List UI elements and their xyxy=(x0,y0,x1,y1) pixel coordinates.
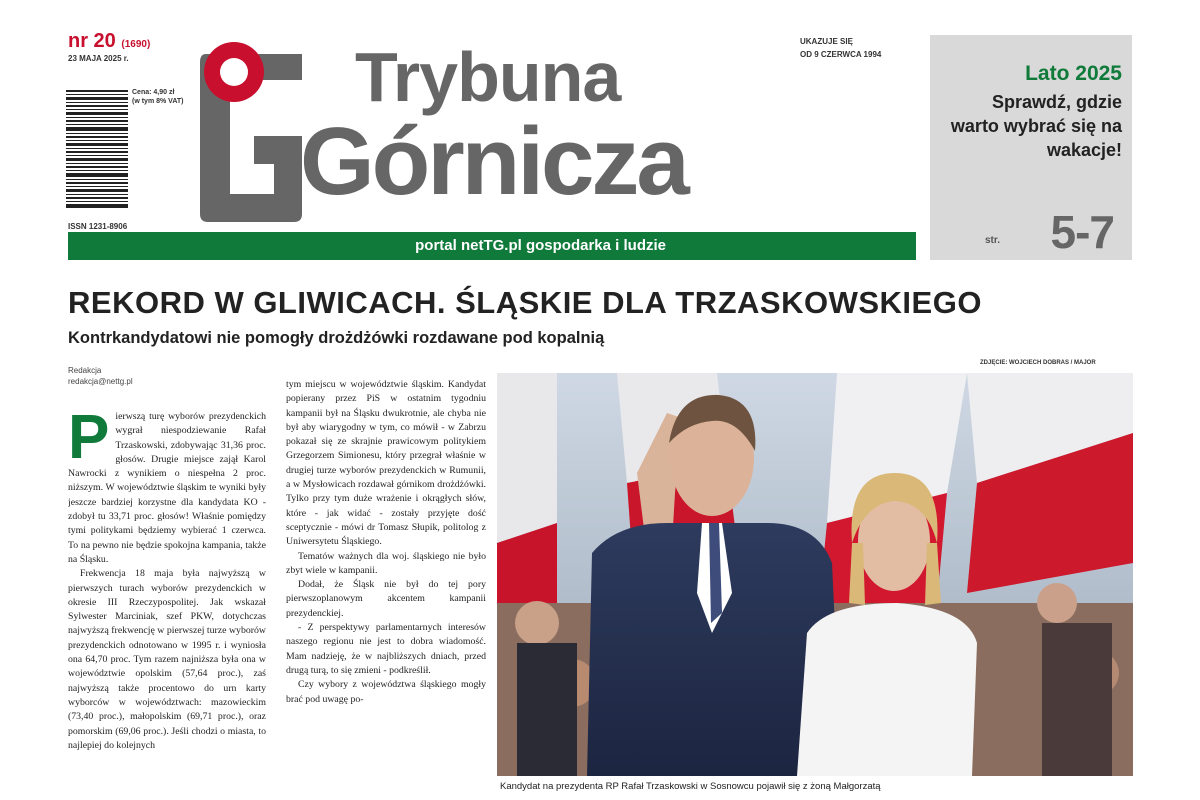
promo-pages: 5-7 xyxy=(1050,206,1114,258)
promo-page-label: str. xyxy=(985,235,1001,246)
paragraph: Czy wybory z województwa śląskiego mogły brać pod uwagę po- xyxy=(286,679,486,705)
since-info: UKAZUJE SIĘ OD 9 CZERWCA 1994 xyxy=(800,37,882,59)
author-byline xyxy=(68,365,133,387)
paragraph: - Z perspektywy parlamentarnych interesów naszego regionu nie jest to dobra wiadomość. Mam nadzieję, że w najbliższych dniach, przed drugą turą, to się zmieni - podkreślił. xyxy=(286,622,486,676)
paragraph: Dodał, że Śląsk nie był do tej pory pierwszoplanowym akcentem kampanii prezydenckiej. xyxy=(286,579,486,619)
issn: ISSN 1231-8906 xyxy=(68,222,128,231)
author-email[interactable]: redakcja@nettg.pl xyxy=(68,377,133,386)
photo-caption: Kandydat na prezydenta RP Rafał Trzaskowski w Sosnowcu pojawił się z żoną Małgorzatą xyxy=(500,781,881,792)
tagline-bar xyxy=(68,232,916,260)
promo-text: Sprawdź, gdzie warto wybrać się na wakacje! xyxy=(950,92,1122,160)
article-photo xyxy=(497,373,1133,776)
logo-word-trybuna: Trybuna xyxy=(355,38,621,116)
article-column-2 xyxy=(286,378,486,800)
article-column-1 xyxy=(68,410,266,800)
paragraph: tym miejscu w województwie śląskim. Kandydat popierany przez PiS w ostatnim tygodniu kampanii był na Śląsku dwukrotnie, ale chyba nie był aby wiarygodny w tym, co mówił - w Zabrzu pokazał się ze skrajnie prawicowym politykiem Grzegorzem Simionesu, który przegrał właśnie w drugiej turze wyborów prezydenckich w Rumunii, a w Mysłowicach rozdawał górnikom drożdżówki. Tylko przy tym duże wrażenie i okrągłych słów, które - jak widać - zostały przyjęte dość sceptycznie - mówi dr Tomasz Słupik, politolog z Uniwersytetu Śląskiego. xyxy=(286,379,486,548)
paragraph: Tematów ważnych dla woj. śląskiego nie było zbyt wiele w kampanii. xyxy=(286,550,486,576)
tagline[interactable]: portal netTG.pl gospodarka i ludzie xyxy=(415,237,666,254)
price-info: Cena: 4,90 zł (w tym 8% VAT) xyxy=(132,89,184,105)
paragraph: ierwszą turę wyborów prezydenckich wygrał niespodziewanie Rafał Trzaskowski, zdobywając 31,36 proc. głosów. Drugie miejsce zajął Karol Nawrocki z wynikiem o niespełna 2 proc. niższym. W województwie śląskim te wyniki były jeszcze bardziej korzystne dla kandydata KO - zdobył tu 33,71 proc. głosów! Właśnie pomiędzy tymi politykami będziemy wybierać 1 czerwca. To na pewno nie będzie spokojna kampania, także na Śląsku. xyxy=(68,411,266,565)
photo-credit: ZDJĘCIE: WOJCIECH DOBRAS / MAJOR xyxy=(980,360,1096,366)
logo-word-gornicza: Górnicza xyxy=(300,108,687,215)
headline: REKORD W GLIWICACH. ŚLĄSKIE DLA TRZASKOWSKIEGO xyxy=(68,285,982,320)
promo-title: Lato 2025 xyxy=(1025,62,1122,85)
issue-number: nr 20 (1690) xyxy=(68,30,151,52)
paragraph: Frekwencja 18 maja była najwyższą w pierwszych turach wyborów prezydenckich w okresie III Rzeczypospolitej. Jak wskazał Sylwester Marciniak, szef PKW, dotychczas najwyższą frekwencję w pierwszej turze wyborów prezydenckich odnotowano w 1995 r. i wyniosła ona 64,70 proc. Tym razem najniższa była ona w województwie opolskim (57,64 proc.), zaś najwyższą także procentowo do urn karty wyborców w województwach: mazowieckim (73,40 proc.), małopolskim (69,71 proc.), oraz pomorskim (69,06 proc.). Jeśli chodzi o miasta, to najlepiej do kolejnych xyxy=(68,568,266,751)
subheadline: Kontrkandydatowi nie pomogły drożdżówki rozdawane pod kopalnią xyxy=(68,329,605,347)
author-name: Redakcja xyxy=(68,366,102,375)
issue-date: 23 MAJA 2025 r. xyxy=(68,54,129,63)
promo-box[interactable] xyxy=(930,35,1132,260)
barcode xyxy=(66,90,128,208)
drop-cap: P xyxy=(68,410,110,472)
